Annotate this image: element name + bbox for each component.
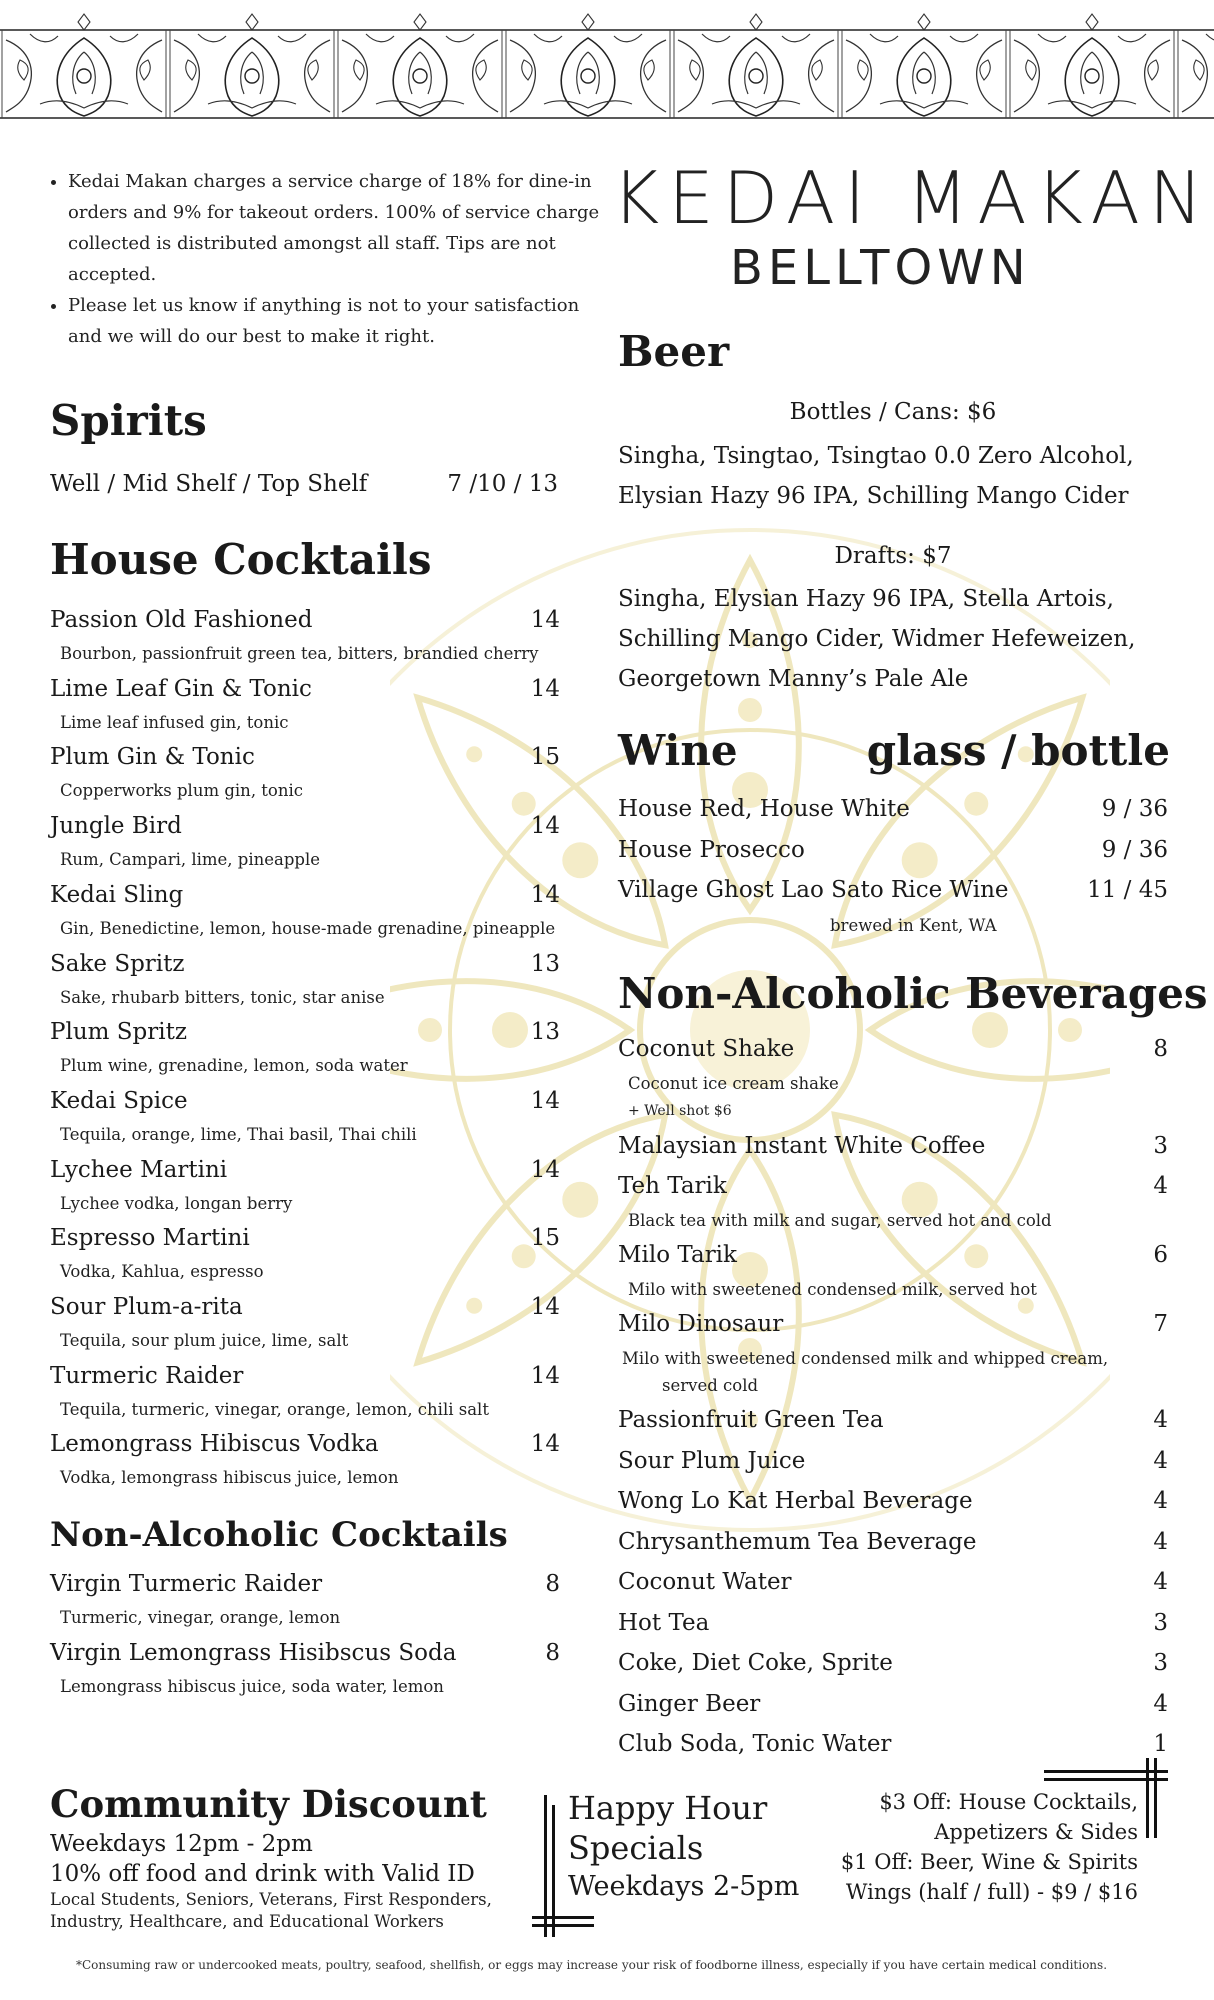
bev-name: Teh Tarik: [618, 1173, 727, 1199]
bracket-line: [532, 1916, 594, 1919]
bracket-line: [532, 1924, 594, 1927]
bev-price: 3: [1153, 1650, 1168, 1676]
na-cocktail-description: Turmeric, vinegar, orange, lemon: [60, 1608, 341, 1627]
cocktail-price: 14: [530, 881, 560, 908]
happy-hour-deal: Wings (half / full) - $9 / $16: [845, 1880, 1138, 1904]
cocktail-price: 13: [530, 1019, 560, 1046]
wine-heading: Wine: [618, 726, 738, 775]
bev-price: 7: [1153, 1311, 1168, 1337]
na-cocktail-name: Virgin Turmeric Raider: [50, 1571, 323, 1597]
happy-hour-deal: $3 Off: House Cocktails,: [879, 1790, 1138, 1814]
na-cocktails-heading: Non-Alcoholic Cocktails: [50, 1515, 508, 1555]
bev-name: Club Soda, Tonic Water: [618, 1731, 892, 1757]
cocktail-description: Lychee vodka, longan berry: [60, 1193, 293, 1213]
cocktail-description: Copperworks plum gin, tonic: [60, 781, 304, 801]
community-eligibility: Industry, Healthcare, and Educational Workers: [50, 1912, 444, 1931]
ornamental-border: [0, 0, 1214, 128]
happy-hour-title: Happy Hour: [568, 1789, 768, 1827]
community-offer: 10% off food and drink with Valid ID: [50, 1861, 475, 1887]
cocktail-price: 14: [530, 1087, 560, 1114]
cocktail-price: 14: [530, 607, 560, 633]
cocktail-name: Kedai Spice: [50, 1087, 188, 1114]
cocktail-name: Turmeric Raider: [50, 1362, 244, 1389]
bev-name: Coconut Water: [618, 1569, 792, 1595]
bev-name: Wong Lo Kat Herbal Beverage: [618, 1488, 973, 1514]
cocktail-description: Rum, Campari, lime, pineapple: [60, 850, 321, 870]
bev-desc: Coconut ice cream shake: [628, 1074, 839, 1093]
cocktail-name: Lychee Martini: [50, 1156, 228, 1183]
cocktail-name: Espresso Martini: [50, 1225, 250, 1252]
bev-price: 4: [1153, 1407, 1168, 1433]
bev-name: Ginger Beer: [618, 1690, 761, 1717]
wine-note: brewed in Kent, WA: [830, 916, 997, 935]
cocktail-price: 13: [530, 950, 560, 977]
bev-price: 4: [1153, 1447, 1168, 1474]
cocktail-name: Plum Spritz: [50, 1019, 187, 1046]
cocktail-description: Bourbon, passionfruit green tea, bitters, brandied cherry: [60, 644, 539, 663]
bev-name: Coke, Diet Coke, Sprite: [618, 1650, 893, 1676]
bev-price: 8: [1153, 1036, 1168, 1062]
spirits-line-price: 7 /10 / 13: [447, 471, 558, 497]
bev-addon: + Well shot $6: [628, 1103, 732, 1119]
beer-drafts-line: Singha, Elysian Hazy 96 IPA, Stella Artois,: [618, 586, 1114, 612]
bev-name: Coconut Shake: [618, 1036, 795, 1062]
bev-price: 4: [1153, 1569, 1168, 1595]
cocktail-description: Vodka, Kahlua, espresso: [60, 1262, 264, 1282]
cocktail-name: Lemongrass Hibiscus Vodka: [50, 1431, 379, 1458]
brand-name: KEDAI MAKAN: [612, 156, 1212, 240]
bev-price: 1: [1153, 1731, 1168, 1757]
cocktail-description: Lime leaf infused gin, tonic: [60, 712, 289, 732]
cocktail-description: Tequila, sour plum juice, lime, salt: [60, 1331, 349, 1350]
wine-price: 11 / 45: [1087, 877, 1168, 903]
community-hours: Weekdays 12pm - 2pm: [50, 1831, 313, 1857]
beer-drafts-line: Schilling Mango Cider, Widmer Hefeweizen,: [618, 626, 1136, 652]
brand-location: BELLTOWN: [730, 240, 1031, 296]
beer-bottles-line: Elysian Hazy 96 IPA, Schilling Mango Cider: [618, 483, 1129, 509]
wine-name: Village Ghost Lao Sato Rice Wine: [618, 877, 1009, 903]
cocktail-name: Sour Plum-a-rita: [50, 1294, 243, 1320]
cocktail-name: Passion Old Fashioned: [50, 607, 313, 633]
satisfaction-note: • Please let us know if anything is not to your satisfaction and we will do our best to make it right.: [68, 290, 608, 352]
bev-price: 4: [1153, 1528, 1168, 1555]
cocktail-name: Sake Spritz: [50, 950, 185, 977]
cocktail-description: Vodka, lemongrass hibiscus juice, lemon: [60, 1468, 399, 1488]
bev-name: Milo Dinosaur: [618, 1311, 784, 1337]
beer-heading: Beer: [618, 327, 730, 376]
cocktail-description: Tequila, turmeric, vinegar, orange, lemon, chili salt: [60, 1399, 489, 1419]
bev-price: 3: [1153, 1609, 1168, 1636]
happy-hour-deal: Appetizers & Sides: [934, 1820, 1138, 1844]
bev-price: 4: [1153, 1173, 1168, 1199]
na-cocktail-price: 8: [545, 1571, 560, 1597]
na-beverages-heading: Non-Alcoholic Beverages: [618, 969, 1208, 1018]
bev-price: 4: [1153, 1488, 1168, 1514]
wine-name: House Red, House White: [618, 796, 910, 822]
beer-bottles-line: Singha, Tsingtao, Tsingtao 0.0 Zero Alcohol,: [618, 443, 1134, 469]
bev-desc: served cold: [662, 1376, 759, 1395]
spirits-heading: Spirits: [50, 396, 207, 445]
bev-name: Passionfruit Green Tea: [618, 1407, 884, 1433]
cocktail-name: Jungle Bird: [50, 813, 182, 840]
bev-desc: Milo with sweetened condensed milk, served hot: [628, 1280, 1037, 1299]
bev-name: Hot Tea: [618, 1609, 710, 1636]
house-cocktails-heading: House Cocktails: [50, 535, 432, 584]
happy-hour-title: Specials: [568, 1829, 704, 1867]
cocktail-name: Kedai Sling: [50, 881, 184, 908]
community-heading: Community Discount: [50, 1782, 487, 1826]
happy-hour-deal: $1 Off: Beer, Wine & Spirits: [840, 1850, 1138, 1874]
cocktail-price: 14: [530, 1362, 560, 1389]
wine-name: House Prosecco: [618, 836, 805, 863]
cocktail-price: 14: [530, 1431, 560, 1458]
wine-price: 9 / 36: [1101, 836, 1168, 863]
spirits-line-label: Well / Mid Shelf / Top Shelf: [50, 471, 368, 497]
cocktail-price: 14: [530, 675, 560, 702]
cocktail-price: 15: [530, 1225, 560, 1252]
bev-name: Sour Plum Juice: [618, 1447, 806, 1474]
na-cocktail-price: 8: [545, 1639, 560, 1666]
bev-price: 6: [1153, 1242, 1168, 1268]
cocktail-price: 14: [530, 813, 560, 840]
cocktail-price: 15: [530, 744, 560, 771]
bev-desc: Milo with sweetened condensed milk and whipped cream,: [622, 1349, 1109, 1368]
wine-subheading: glass / bottle: [866, 726, 1170, 775]
bracket-line: [1044, 1770, 1168, 1773]
happy-hour-when: Weekdays 2-5pm: [568, 1871, 800, 1902]
beer-drafts-line: Georgetown Manny’s Pale Ale: [618, 666, 969, 692]
beer-bottles-label: Bottles / Cans: $6: [789, 399, 997, 425]
beer-drafts-label: Drafts: $7: [834, 543, 952, 569]
cocktail-description: Gin, Benedictine, lemon, house-made grenadine, pineapple: [60, 918, 556, 938]
service-notes: [38, 166, 608, 352]
wine-price: 9 / 36: [1101, 796, 1168, 822]
cocktail-name: Plum Gin & Tonic: [50, 744, 255, 771]
food-safety-disclaimer: *Consuming raw or undercooked meats, poultry, seafood, shellfish, or eggs may increase your risk of foodborne illness, especially if you have certain medical conditions.: [76, 1958, 1108, 1972]
cocktail-price: 14: [530, 1156, 560, 1183]
community-eligibility: Local Students, Seniors, Veterans, First Responders,: [50, 1890, 492, 1909]
cocktail-price: 14: [530, 1294, 560, 1320]
service-charge-note: • Kedai Makan charges a service charge of 18% for dine-in orders and 9% for takeout orders. 100% of service charge collected is distributed amongst all staff. Tips are not accepted.: [68, 166, 608, 290]
cocktail-description: Sake, rhubarb bitters, tonic, star anise: [60, 987, 385, 1007]
na-cocktail-description: Lemongrass hibiscus juice, soda water, lemon: [60, 1676, 444, 1696]
bev-price: 4: [1153, 1690, 1168, 1717]
cocktail-name: Lime Leaf Gin & Tonic: [50, 675, 312, 702]
cocktail-description: Tequila, orange, lime, Thai basil, Thai chili: [60, 1124, 417, 1144]
bev-price: 3: [1153, 1133, 1168, 1159]
bracket-line: [1044, 1778, 1168, 1781]
bev-name: Malaysian Instant White Coffee: [618, 1133, 986, 1159]
bev-desc: Black tea with milk and sugar, served hot and cold: [628, 1211, 1052, 1230]
bev-name: Milo Tarik: [618, 1242, 737, 1268]
bev-name: Chrysanthemum Tea Beverage: [618, 1528, 977, 1555]
na-cocktail-name: Virgin Lemongrass Hisibscus Soda: [50, 1639, 457, 1666]
cocktail-description: Plum wine, grenadine, lemon, soda water: [60, 1056, 408, 1076]
